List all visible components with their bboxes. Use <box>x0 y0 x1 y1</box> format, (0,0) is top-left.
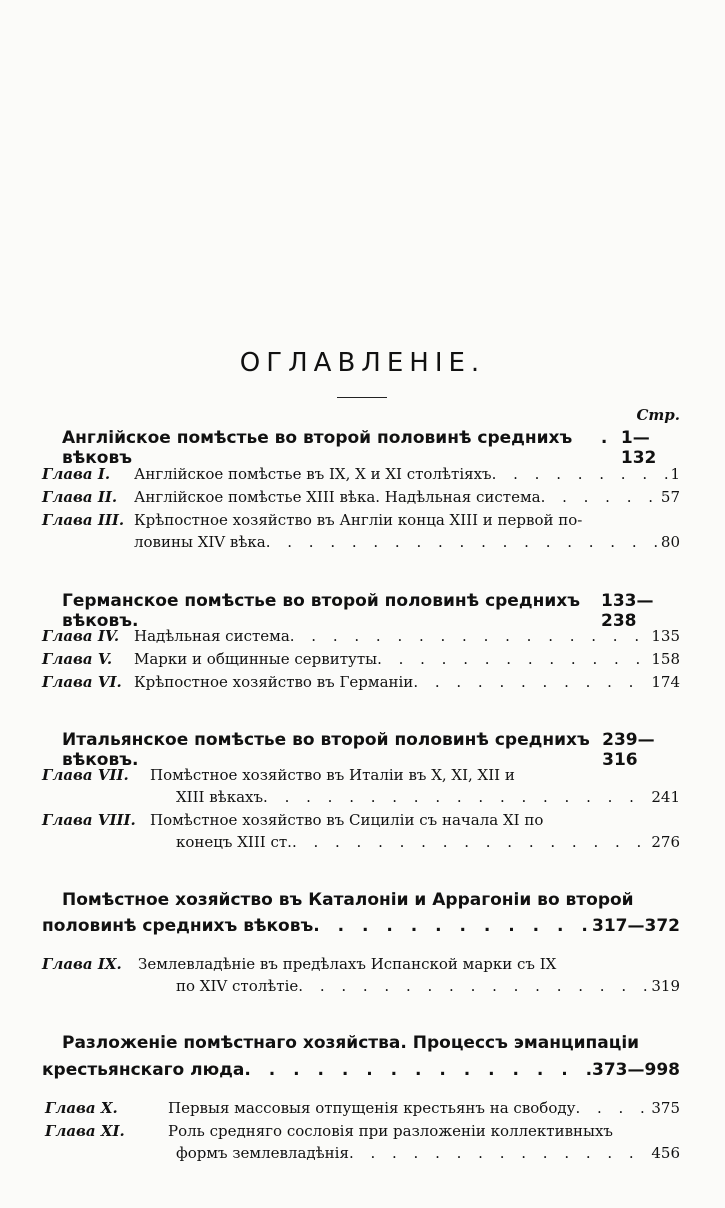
chapter-title: Англійское помѣстье въ IX, X и XI столѣтіяхъ <box>134 465 492 483</box>
toc-entry-continuation <box>176 788 680 806</box>
chapter-title: Помѣстное хозяйство въ Сициліи съ начала XI по <box>150 811 544 829</box>
chapter-label: Глава VII. <box>42 766 129 784</box>
chapter-page: 456 <box>651 1144 680 1162</box>
toc-entry-continuation <box>176 1144 680 1162</box>
chapter-title: Землевладѣніе въ предѣлахъ Испанской марки съ IX <box>138 955 557 973</box>
chapter-page: 80 <box>660 533 680 551</box>
part-title: Германское помѣстье во второй половинѣ среднихъ вѣковъ. <box>62 591 580 631</box>
toc-entry <box>42 627 680 645</box>
toc-entry <box>42 465 680 483</box>
leader-dots <box>575 1099 651 1117</box>
part-pages: 1—132 <box>620 428 657 468</box>
chapter-title: Англійское помѣстье XIII вѣка. Надѣльная система <box>134 488 541 506</box>
toc-entry <box>42 650 680 668</box>
toc-entry <box>45 1122 680 1140</box>
chapter-title-cont: ловины XIV вѣка <box>134 533 266 551</box>
part-pages: 317—372 <box>592 916 680 936</box>
chapter-title-cont: по XIV столѣтіе <box>176 977 299 995</box>
part-title: Помѣстное хозяйство въ Каталоніи и Аррагоніи во второй <box>62 890 634 910</box>
toc-entry-continuation <box>134 533 680 551</box>
part-heading-continuation <box>42 916 680 936</box>
chapter-title-cont: XIII вѣкахъ <box>176 788 264 806</box>
leader-dots <box>413 673 651 691</box>
chapter-title-cont: формъ землевладѣнія <box>176 1144 349 1162</box>
chapter-label: Глава VIII. <box>42 811 136 829</box>
chapter-title: Крѣпостное хозяйство въ Германіи <box>134 673 414 691</box>
leader-dots <box>601 428 621 448</box>
part-heading <box>62 890 680 910</box>
chapter-page: 1 <box>670 465 680 483</box>
part-pages: 373—998 <box>592 1060 680 1080</box>
chapter-page: 375 <box>651 1099 680 1117</box>
leader-dots <box>298 977 651 995</box>
chapter-label: Глава IX. <box>42 955 122 973</box>
title-rule <box>337 397 387 398</box>
leader-dots <box>263 788 651 806</box>
part-heading <box>62 730 680 770</box>
part-title: Итальянское помѣстье во второй половинѣ среднихъ вѣковъ. <box>62 730 590 770</box>
toc-entry <box>42 766 680 784</box>
part-pages: 239—316 <box>602 730 655 770</box>
chapter-label: Глава III. <box>42 511 125 529</box>
toc-entry-continuation <box>176 833 680 851</box>
leader-dots <box>292 833 651 851</box>
leader-dots <box>349 1144 651 1162</box>
chapter-title: Марки и общинные сервитуты <box>134 650 378 668</box>
chapter-title: Надѣльная система <box>134 627 290 645</box>
toc-entry <box>42 511 680 529</box>
leader-dots <box>377 650 651 668</box>
leader-dots <box>266 533 661 551</box>
chapter-page: 241 <box>651 788 680 806</box>
chapter-label: Глава V. <box>42 650 113 668</box>
toc-entry-continuation <box>176 977 680 995</box>
toc-entry <box>45 1099 680 1117</box>
leader-dots <box>244 1060 592 1080</box>
chapter-page: 319 <box>651 977 680 995</box>
chapter-title: Первыя массовыя отпущенія крестьянъ на свободу <box>168 1099 576 1117</box>
chapter-label: Глава IV. <box>42 627 120 645</box>
chapter-label: Глава XI. <box>45 1122 125 1140</box>
toc-entry <box>42 488 680 506</box>
chapter-page: 135 <box>651 627 680 645</box>
part-pages: 133—238 <box>601 591 654 631</box>
part-title-cont: половинѣ среднихъ вѣковъ <box>42 916 314 936</box>
chapter-page: 276 <box>651 833 680 851</box>
part-heading <box>62 1033 680 1053</box>
chapter-label: Глава X. <box>45 1099 118 1117</box>
chapter-label: Глава II. <box>42 488 118 506</box>
chapter-label: Глава VI. <box>42 673 122 691</box>
toc-entry <box>42 955 680 973</box>
part-title: Англійское помѣстье во второй половинѣ среднихъ вѣковъ <box>62 428 573 468</box>
part-heading-continuation <box>42 1060 680 1080</box>
chapter-title: Помѣстное хозяйство въ Италіи въ X, XI, XII и <box>150 766 515 784</box>
chapter-page: 174 <box>651 673 680 691</box>
chapter-title: Крѣпостное хозяйство въ Англіи конца XIII и первой по- <box>134 511 583 529</box>
chapter-label: Глава I. <box>42 465 111 483</box>
toc-entry <box>42 811 680 829</box>
leader-dots <box>313 916 592 936</box>
part-title-cont: крестьянскаго люда <box>42 1060 245 1080</box>
part-title: Разложеніе помѣстнаго хозяйства. Процессъ эманципаціи <box>62 1033 640 1053</box>
chapter-page: 57 <box>660 488 680 506</box>
part-heading <box>62 428 680 468</box>
page-title: ОГЛАВЛЕНІЕ. <box>239 348 486 378</box>
leader-dots <box>541 488 661 506</box>
chapter-page: 158 <box>651 650 680 668</box>
chapter-title-cont: конецъ XIII ст. <box>176 833 292 851</box>
page-column-header: Стр. <box>636 406 680 424</box>
leader-dots <box>492 465 671 483</box>
leader-dots <box>290 627 652 645</box>
part-heading <box>62 591 680 631</box>
toc-entry <box>42 673 680 691</box>
chapter-title: Роль средняго сословія при разложеніи коллективныхъ <box>168 1122 613 1140</box>
